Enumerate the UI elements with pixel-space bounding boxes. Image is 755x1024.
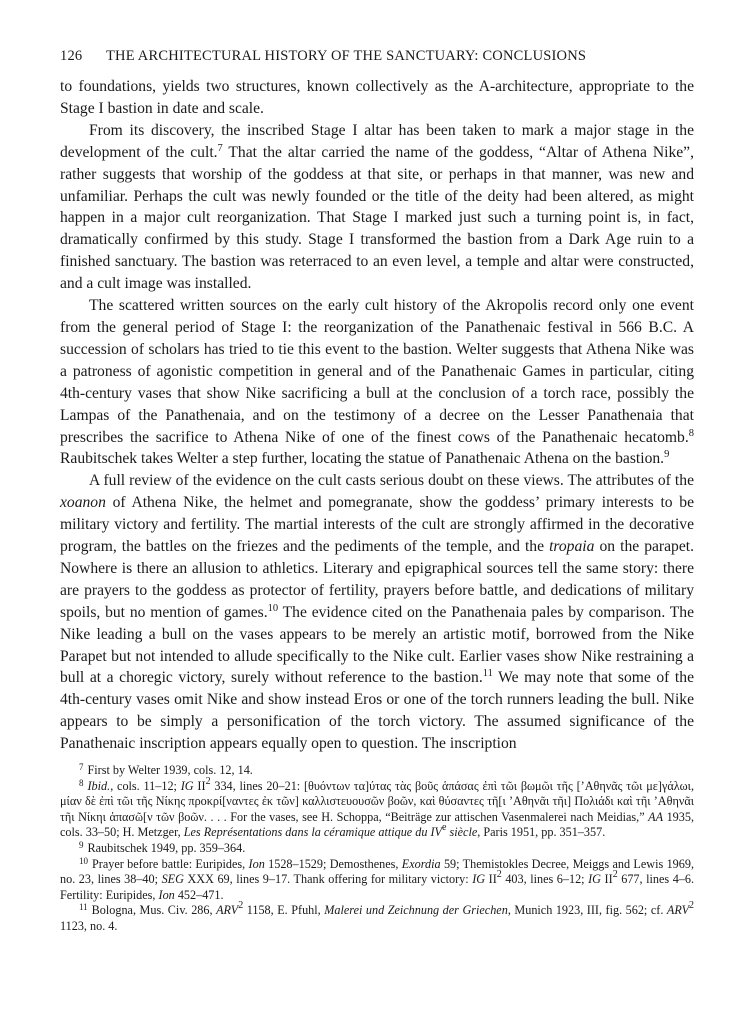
page-number: 126 (60, 48, 83, 64)
footnote-ref-9[interactable]: 9 (664, 449, 670, 461)
body-text (60, 76, 694, 755)
running-head (60, 48, 683, 65)
footnotes (60, 763, 694, 935)
running-title: THE ARCHITECTURAL HISTORY OF THE SANCTUARY: CONCLUSIONS (106, 48, 587, 64)
footnote-10: $^{10}$ Prayer before battle: Euripides, Ion 1528–1529; Demosthenes, Exordia 59; Themistokles Decree, Meiggs and Lewis 1969, no. 23, lines 38–40; SEG XXX 69, lines 9–17. Thank offering for military victory: IG $II^2$ 403, lines 6–12; IG $II^2$ 677, lines 4–6. Fertility: Euripides, Ion 452–471. (60, 855, 695, 902)
footnote-ref-7[interactable]: 7 (217, 142, 223, 154)
paragraph-1: to foundations, yields two structures, known collectively as the A-architecture, appropriate to the Stage I bastion in date and scale. (60, 78, 694, 117)
footnote-7: $^7$ First by Welter 1939, cols. 12, 14. (79, 762, 253, 777)
footnote-8: $^8$ Ibid., cols. 11–12; IG $II^2$ 334, lines 20–21: [θυόντων τα]ύτας τὰς βοῦς ἁπάσας ἐπὶ τῶι βωμῶι τῆς [’Αθηνᾶς τῶι με]γάλωι, μίαν δὲ ἐπὶ τῶι τῆς Νίκης προκρί[ναντες ἐκ τῶν] καλλιστευουσῶν βοῶν, καὶ θύσαντες τῆ[ι ’Αθηνᾶι τῆι] Πολιάδι καὶ τῆι ’Αθηνᾶι τῆι Νίκηι ἁπασῶ[ν τῶν βοῶν. . . . For the vases, see H. Schoppa, “Beiträge zur attischen Vasenmalerei nach Meidias,” AA 1935, cols. 33–50; H. Metzger, Les Représentations dans la céramique attique du IVe siècle, Paris 1951, pp. 351–357. (60, 775, 694, 840)
footnote-ref-10[interactable]: 10 (267, 602, 279, 614)
footnote-ref-11[interactable]: 11 (482, 668, 493, 680)
footnote-9: $^9$ Raubitschek 1949, pp. 359–364. (79, 839, 246, 855)
paragraph-2: From its discovery, the inscribed Stage I altar has been taken to mark a major stage in the development of the cult.$^7$ That the altar carried the name of the goddess, “Altar of Athena Nike”, rather suggests that worship of the goddess at that site, or perhaps in that manner, was new and unfamiliar. Perhaps the cult was newly founded or the title of the deity had been altered, as might happen in a major cult reorganization. That Stage I marked just such a turning point is, in fact, dramatically confirmed by this study. Stage I transformed the bastion from a Dark Age ruin to a finished sanctuary. The bastion was reterraced to an even level, a temple and altar were constructed, and a cult image was installed. (60, 121, 694, 293)
paragraph-3: The scattered written sources on the early cult history of the Akropolis record only one event from the general period of Stage I: the reorganization of the Panathenaic festival in 566 B.C. A succession of scholars has tried to tie this event to the bastion. Welter suggests that Athena Nike was a patroness of agonistic competition in general and of the Panathenaic Games in particular, citing 4th-century vases that show Nike sacrificing a bull at the conclusion of a torch race, possibly the Lampas of the Panathenaia, and on the testimony of a decree on the Lesser Panathenaia that prescribes the sacrifice to Athena Nike of one of the finest cows of the Panathenaic hecatomb.$^8$ Raubitschek takes Welter a step further, locating the statue of Panathenaic Athena on the bastion.$^9$ (60, 297, 694, 468)
paragraph-4: A full review of the evidence on the cult casts serious doubt on these views. The attributes of the xoanon of Athena Nike, the helmet and pomegranate, show the goddess’ primary interests to be military victory and fertility. The martial interests of the cult are strongly affirmed in the decorative program, the battles on the friezes and the pediments of the temple, and the tropaia on the parapet. Nowhere is there an allusion to athletics. Literary and epigraphical sources tell the same story: there are prayers to the goddess as protector of fertility, prayers before battle, and dedications of military spoils, but no mention of games.$^{10}$ The evidence cited on the Panathenaia pales by comparison. The Nike leading a bull on the vases appears to be merely an artistic motif, borrowed from the Nike Parapet but not intended to allude specifically to the Nike cult. Earlier vases show Nike restraining a bull at a choregic victory, surely without reference to the bastion.$^{11}$ We may note that some of the 4th-century vases omit Nike and show instead Eros or one of the torch runners leading the bull. Nike appears to be simply a personification of the torch victory. The assumed significance of the Panathenaic inscription appears equally open to question. The inscription (60, 472, 695, 753)
footnote-11: $^{11}$ Bologna, Mus. Civ. 286, ARV$^2$ 1158, E. Pfuhl, Malerei und Zeichnung der Griechen, Munich 1923, III, fig. 562; cf. ARV$^2$ 1123, no. 4. (60, 900, 695, 933)
footnote-ref-8[interactable]: 8 (688, 427, 694, 439)
